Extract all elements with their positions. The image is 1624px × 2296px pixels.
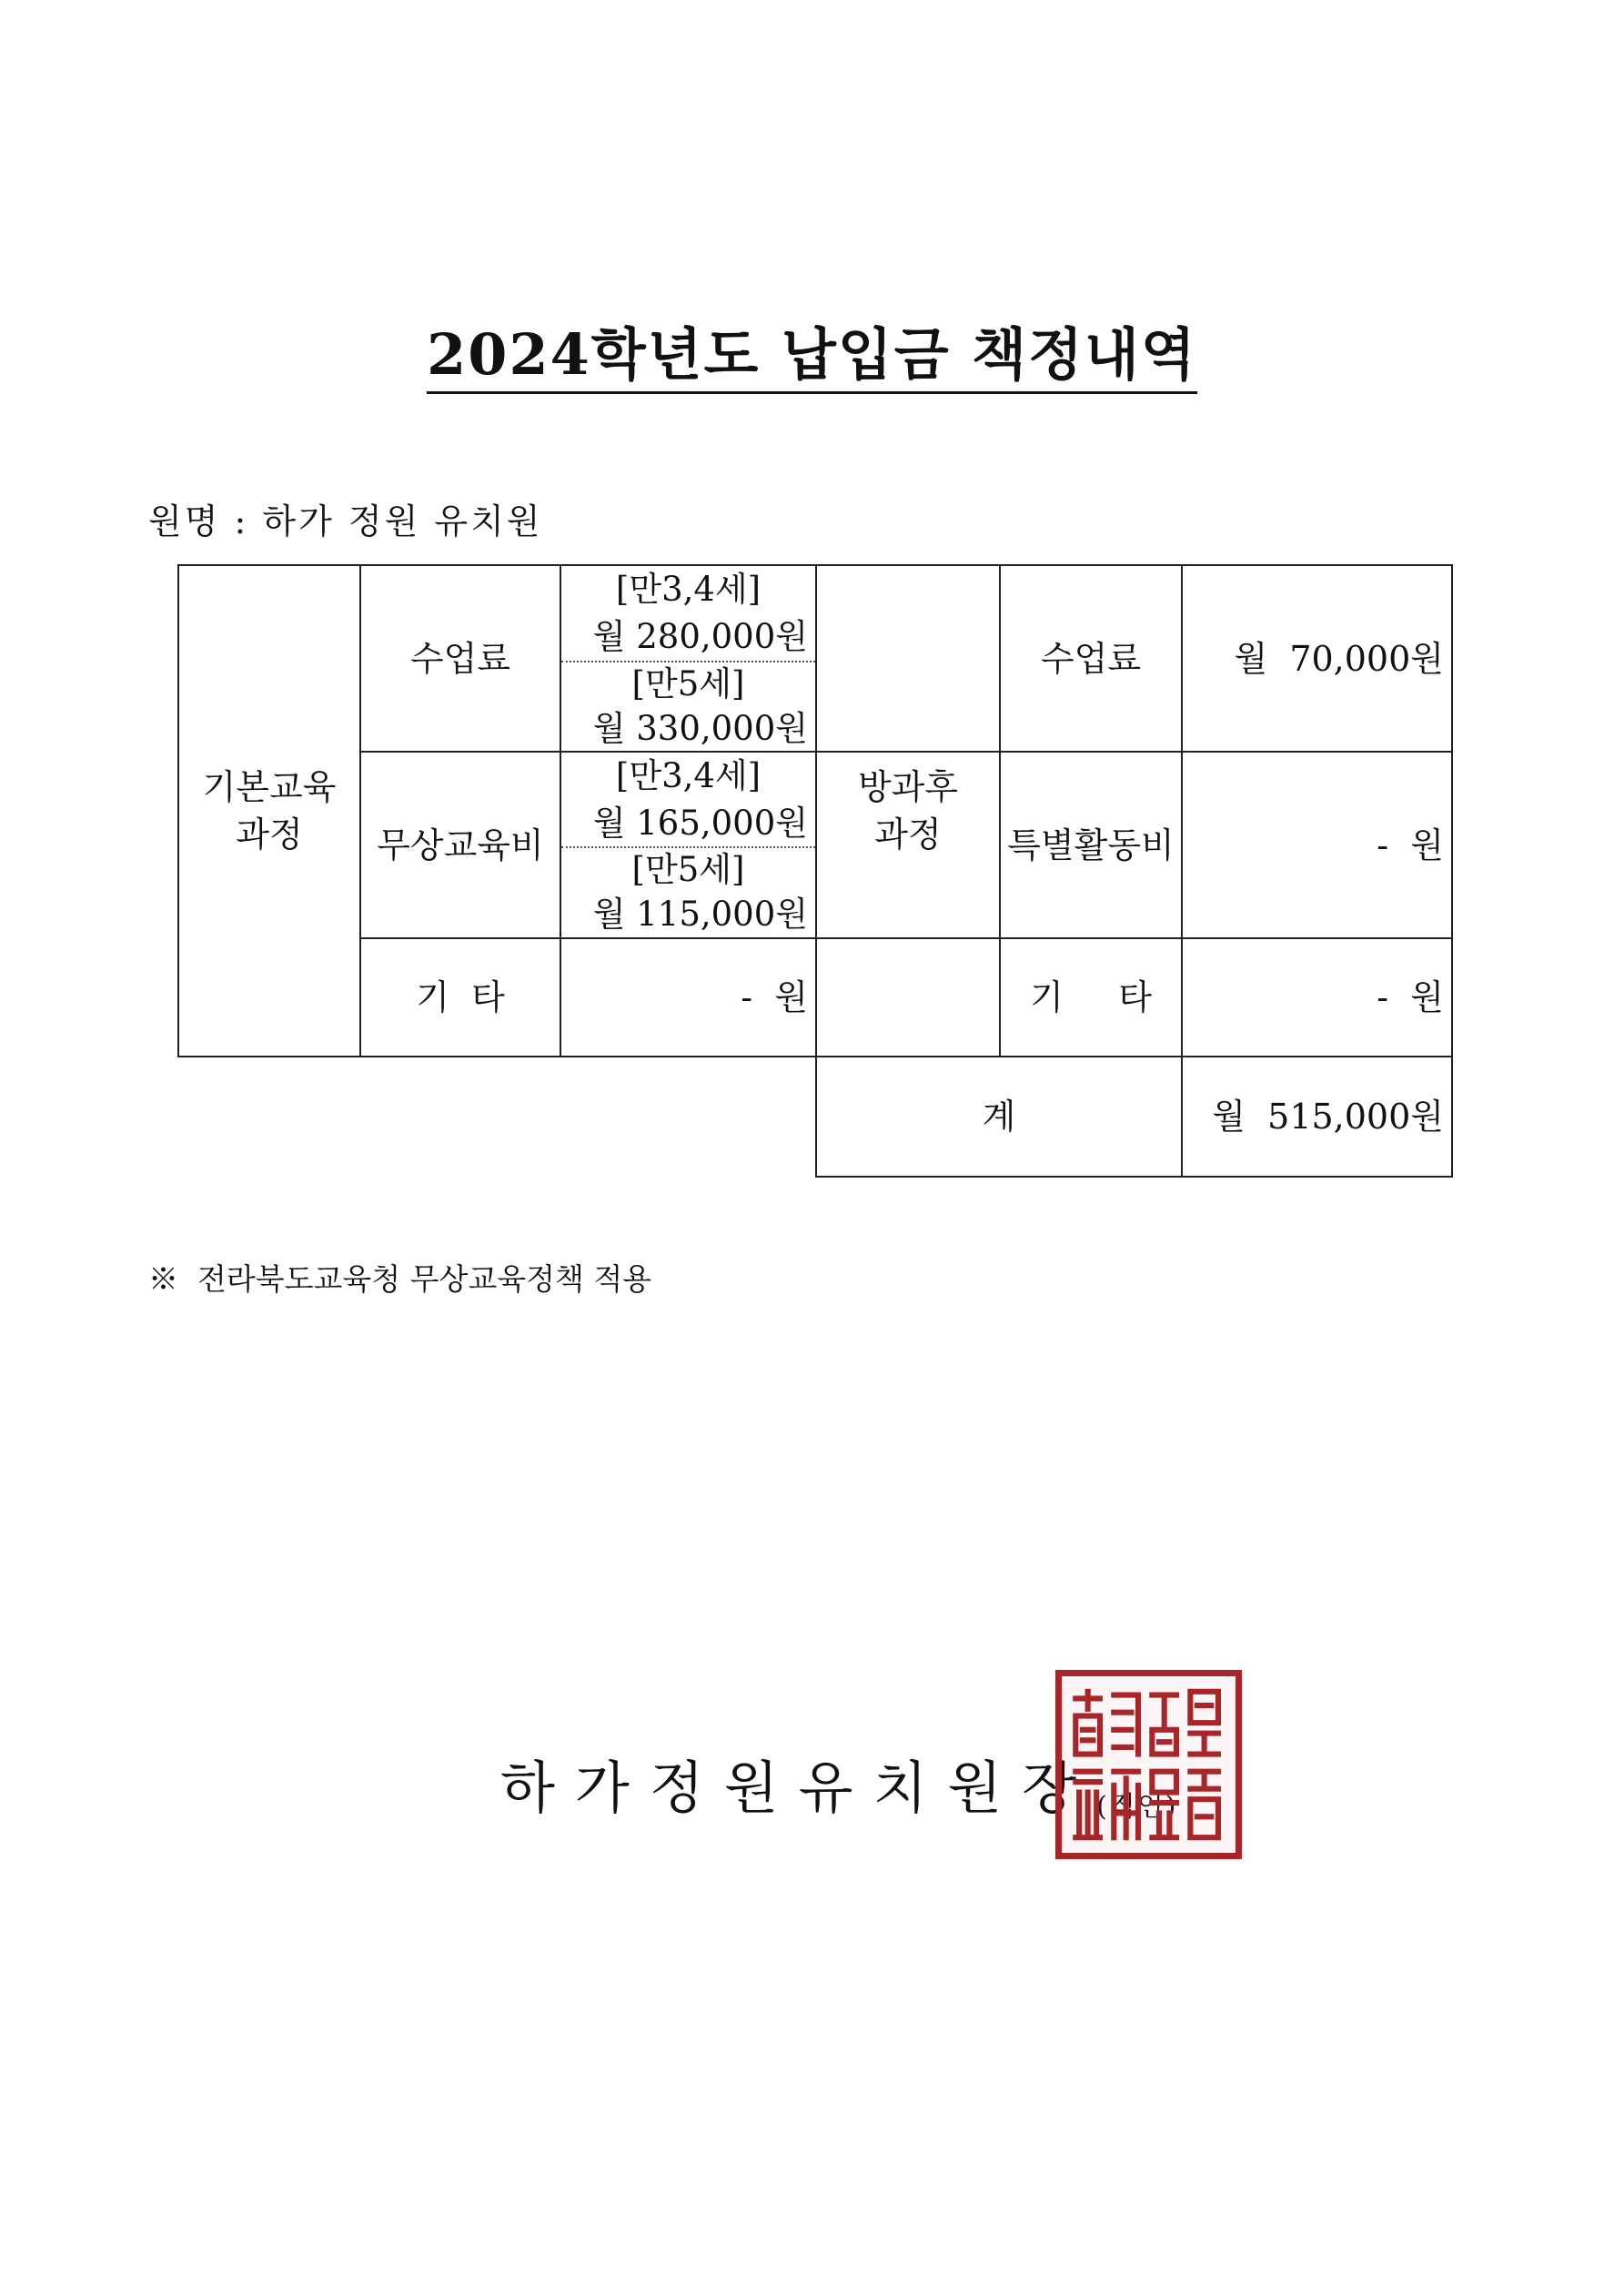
after-tuition-amount: 월 70,000원 [1234,638,1444,679]
tuition-age34-amount: 월 280,000원 [592,617,808,656]
tuition-age5-amount: 월 330,000원 [592,709,808,748]
title-text: 2024학년도 납입금 책정내역 [427,321,1197,394]
free-edu-label: 무상교육비 [377,824,544,865]
tuition-age34-label: [만3,4세] [615,570,762,609]
free-age5-amount: 월 115,000원 [592,895,808,934]
free-age34-label: [만3,4세] [615,756,762,795]
basic-course-label: 기본교육 과정 [202,767,337,855]
tuition-label: 수업료 [409,638,511,679]
school-name: 원명 : 하가 정원 유치원 [148,501,543,541]
tuition-age5-label: [만5세] [631,664,745,703]
after-tuition-label: 수업료 [1040,638,1142,679]
official-seal-stamp [1055,1670,1242,1859]
free-age5-label: [만5세] [631,850,745,889]
free-age34-amount: 월 165,000원 [592,803,808,843]
after-other-label: 기 타 [1030,977,1152,1017]
total-amount: 월 515,000원 [1212,1097,1444,1137]
other-label: 기 타 [416,977,505,1017]
special-activity-amount: - 원 [1377,824,1444,865]
seal-placeholder: (직인) [1096,1791,1178,1823]
table-border [815,1176,1453,1178]
special-activity-label: 특별활동비 [1007,824,1175,865]
other-amount: - 원 [741,977,808,1017]
total-label: 계 [982,1097,1016,1137]
signature-text: 하가정원유치원장 [500,1755,1097,1821]
policy-note: ※ 전라북도교육청 무상교육정책 적용 [148,1261,652,1297]
table-border [1451,564,1453,1178]
seal-glyphs-icon [1062,1676,1236,1853]
after-other-amount: - 원 [1377,977,1444,1017]
after-course-label: 방과후 과정 [857,767,959,855]
